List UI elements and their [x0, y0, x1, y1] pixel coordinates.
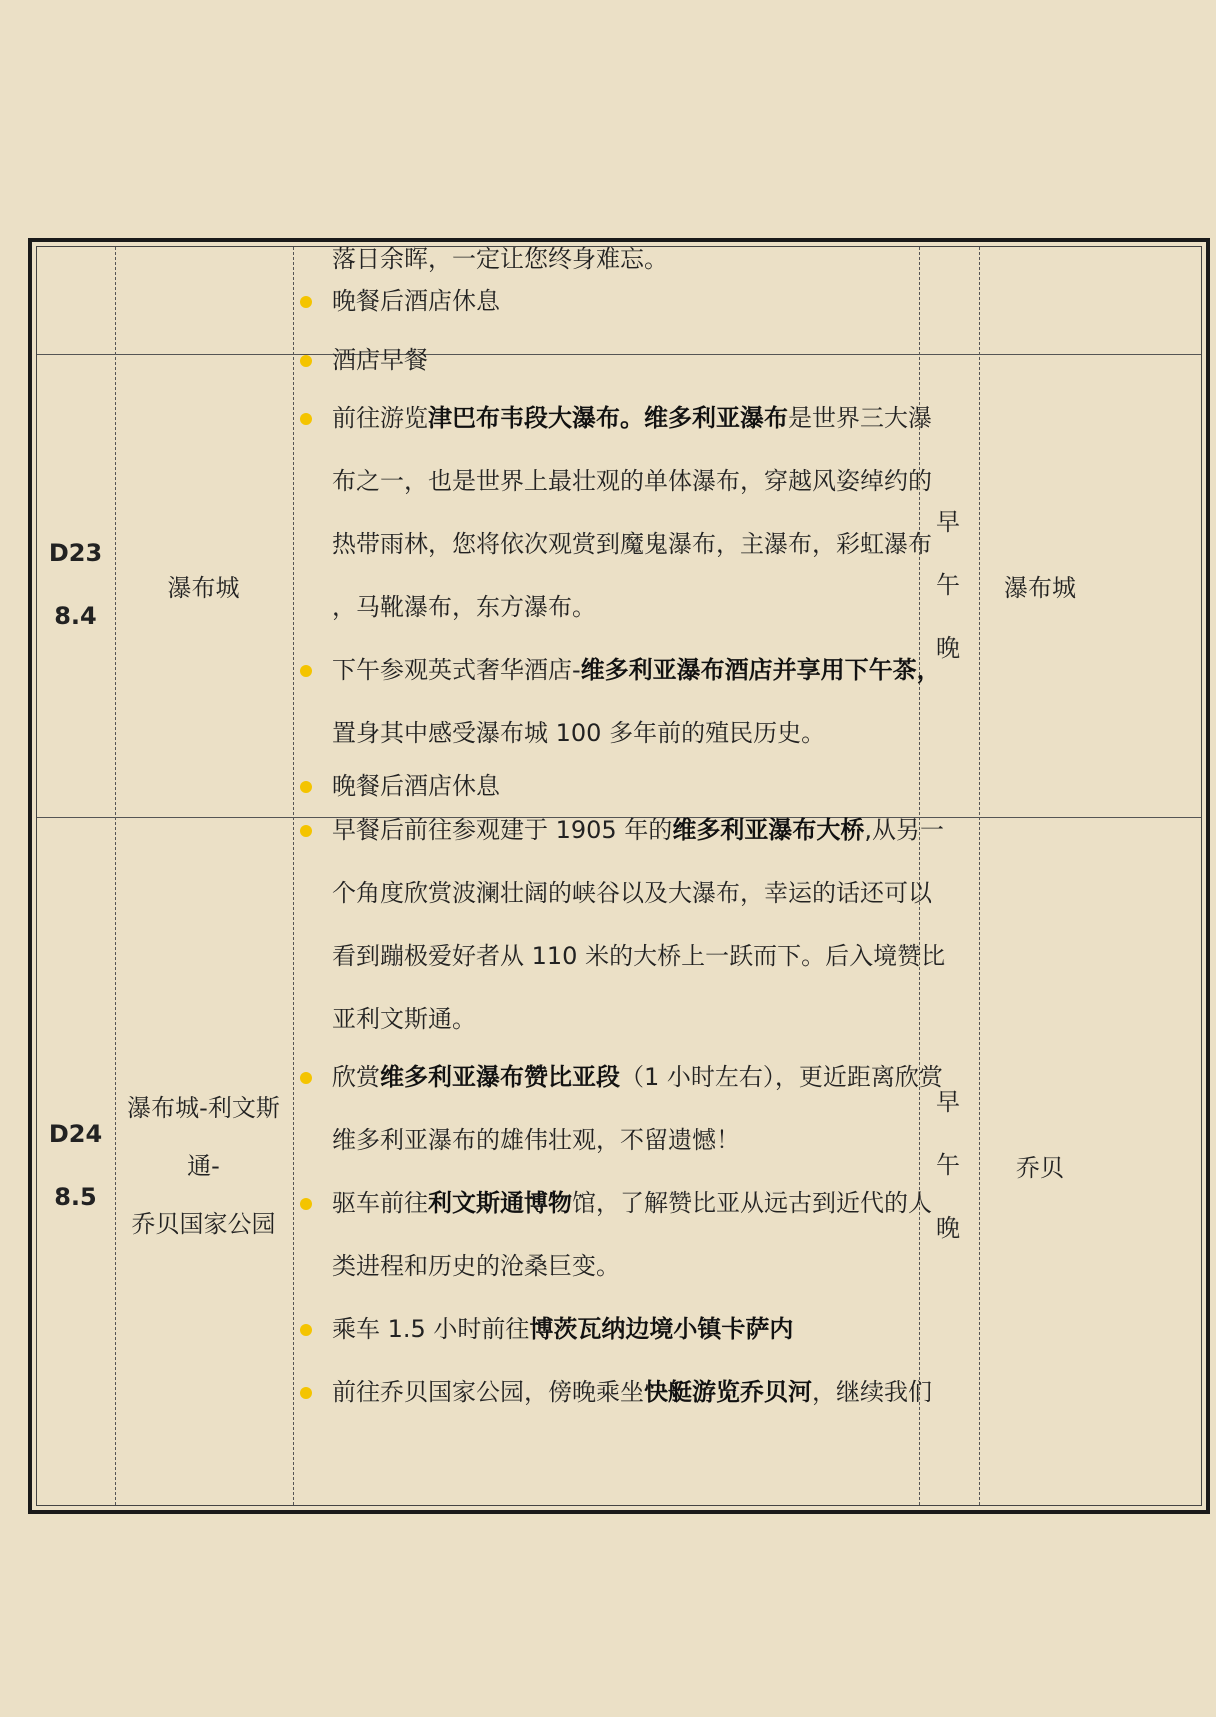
bullet-icon [300, 1198, 312, 1210]
list-item-line [332, 1298, 1022, 1361]
list-item-line [332, 450, 1022, 513]
date-label: 8.4 [54, 602, 97, 630]
meal-breakfast: 早 [936, 507, 960, 536]
list-item [332, 270, 1022, 333]
body-text: 置身其中感受瀑布城 100 多年前的殖民历史。 [332, 719, 826, 747]
body-text: 驱车前往 [332, 1189, 428, 1217]
highlight-text: 维多利亚瀑布赞比亚段 [380, 1063, 620, 1091]
list-item-line [332, 387, 1022, 450]
bullet-icon [300, 665, 312, 677]
body-text: 下午参观英式奢华酒店- [332, 656, 581, 684]
list-item-line [332, 1235, 1022, 1298]
route-cell [115, 817, 292, 1514]
list-item [332, 329, 1022, 392]
highlight-text: 利文斯通博物 [428, 1189, 572, 1217]
day-label: D24 [48, 1119, 103, 1148]
body-text: 欣赏 [332, 1063, 380, 1091]
list-item-text: 晚餐后酒店休息 [332, 287, 500, 315]
bullet-icon [300, 1387, 312, 1399]
body-text: ,从另一 [864, 816, 944, 844]
list-item-line [332, 925, 1022, 988]
list-item [332, 387, 1022, 639]
body-text: 类进程和历史的沧桑巨变。 [332, 1252, 620, 1280]
bullet-icon [300, 1324, 312, 1336]
list-item-line [332, 1046, 1022, 1109]
meal-dinner: 晚 [936, 633, 960, 662]
highlight-text: 博茨瓦纳边境小镇卡萨内 [529, 1315, 794, 1343]
bullet-icon [300, 825, 312, 837]
highlight-text: 快艇游览乔贝河 [644, 1378, 812, 1406]
list-item-line [332, 639, 1022, 702]
body-text: ，马靴瀑布，东方瀑布。 [332, 593, 596, 621]
day-label: D23 [48, 539, 103, 567]
body-text: 看到蹦极爱好者从 110 米的大桥上一跃而下。后入境赞比 [332, 942, 946, 970]
body-text: 馆，了解赞比亚从远古到近代的人 [572, 1189, 932, 1217]
body-text: 热带雨林，您将依次观赏到魔鬼瀑布，主瀑布，彩虹瀑布 [332, 530, 932, 558]
bullet-icon [300, 355, 312, 367]
list-item-line [332, 576, 1022, 639]
continued-line: 落日余晖，一定让您终身难忘。 [332, 245, 668, 273]
highlight-text: 维多利亚瀑布大桥 [672, 816, 865, 844]
body-text: 个角度欣赏波澜壮阔的峡谷以及大瀑布，幸运的话还可以 [332, 879, 932, 907]
body-text: 晚餐后酒店休息 [332, 772, 500, 800]
list-item-line [332, 1109, 1022, 1172]
bullet-icon [300, 296, 312, 308]
route-label: 瀑布城 [167, 573, 240, 602]
body-text: 是世界三大瀑 [788, 404, 932, 432]
date-label: 8.5 [54, 1182, 97, 1211]
body-text: （1 小时左右），更近距离欣赏 [620, 1063, 943, 1091]
body-text: 亚利文斯通。 [332, 1005, 476, 1033]
meal-lunch: 午 [936, 570, 960, 599]
bullet-icon [300, 1072, 312, 1084]
list-item-line [332, 329, 1022, 392]
route-cell [115, 354, 292, 816]
list-item [332, 639, 1022, 765]
list-item [332, 1046, 1022, 1172]
list-item [332, 799, 1022, 1051]
highlight-text: 维多利亚瀑布酒店并享用下午茶， [580, 656, 941, 684]
list-item [332, 1298, 1022, 1361]
list-item-line [332, 862, 1022, 925]
body-text: 布之一，也是世界上最壮观的单体瀑布，穿越风姿绰约的 [332, 467, 932, 495]
route-label-line: 乔贝国家公园 [131, 1209, 276, 1238]
list-item-line [332, 799, 1022, 862]
body-text: 维多利亚瀑布的雄伟壮观，不留遗憾！ [332, 1126, 740, 1154]
route-label-line: 瀑布城-利文斯通- [127, 1093, 280, 1180]
body-text: 前往游览 [332, 404, 428, 432]
body-text: 前往乔贝国家公园，傍晚乘坐 [332, 1378, 644, 1406]
bullet-icon [300, 781, 312, 793]
list-item-line [332, 988, 1022, 1051]
meal-lunch: 午 [936, 1151, 960, 1179]
list-item [332, 1361, 1022, 1424]
body-text: ，继续我们 [812, 1378, 932, 1406]
bullet-icon [300, 413, 312, 425]
list-item-line [332, 1172, 1022, 1235]
list-item-line [332, 1361, 1022, 1424]
meal-dinner: 晚 [936, 1214, 960, 1242]
hotel-label: 瀑布城 [1004, 573, 1076, 602]
hotel-label: 乔贝 [1016, 1154, 1064, 1182]
highlight-text: 津巴布韦段大瀑布。维多利亚瀑布 [428, 404, 788, 432]
column-divider [293, 247, 294, 1505]
itinerary-table [28, 238, 1210, 1514]
body-text: 乘车 1.5 小时前往 [332, 1315, 530, 1343]
list-item [332, 1172, 1022, 1298]
list-item-line [332, 513, 1022, 576]
day-cell [36, 354, 115, 816]
body-text: 早餐后前往参观建于 1905 年的 [332, 816, 673, 844]
meal-breakfast: 早 [936, 1088, 960, 1116]
body-text: 酒店早餐 [332, 346, 428, 374]
day-cell [36, 817, 115, 1514]
